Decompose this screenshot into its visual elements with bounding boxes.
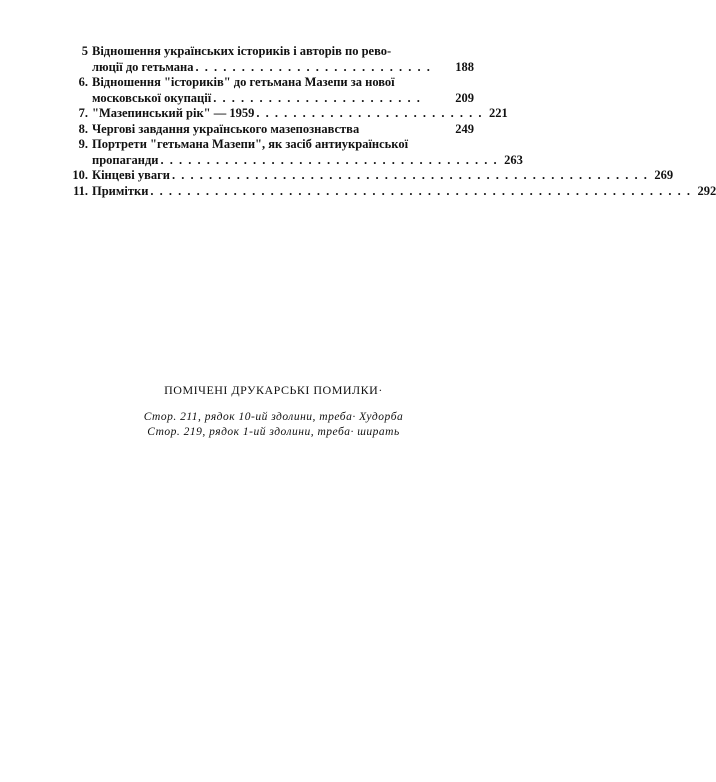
toc-entry xyxy=(62,106,508,122)
toc-entry xyxy=(62,122,474,138)
errata-section xyxy=(0,383,547,440)
toc-entry-title: Портрети "гетьмана Мазепи", як засіб антиукраїнської xyxy=(92,137,409,151)
toc-entry-title: Кінцеві уваги xyxy=(92,168,170,182)
toc-entry-number: 6. xyxy=(78,75,88,89)
toc-entry-number: 10. xyxy=(72,168,88,182)
toc-entry-number: 8. xyxy=(78,121,88,136)
toc-entry-title-cont: пропаганди xyxy=(92,152,159,167)
toc-leader-dots: . . . . . . . . . . . . . . . . . . . . . . . . . . . . . . . . . . . . . xyxy=(160,152,499,167)
toc-entry-title: Відношення українських істориків і авторів по рево- xyxy=(92,44,392,58)
toc-page-number: 209 xyxy=(455,90,474,105)
toc-entry xyxy=(62,75,474,106)
toc-page-number: 188 xyxy=(455,59,474,74)
toc-leader-dots: . . . . . . . . . . . . . . . . . . . . . . . . . . . . . . . . . . . . . . . . . . . . . . . . . . . . . . . . . . . xyxy=(150,183,692,198)
toc-page-number: 269 xyxy=(654,168,674,182)
toc-entry-title: Чергові завдання українського мазепознавства xyxy=(92,121,360,136)
toc-entry-title-cont: люції до гетьмана xyxy=(92,59,194,74)
errata-line: Стор. 211, рядок 10-ий здолини, треба· Худорба xyxy=(143,411,404,423)
toc-entry-number: 5 xyxy=(81,44,88,58)
toc-entry-title-cont: московської окупації xyxy=(92,90,212,105)
toc-page-number: 263 xyxy=(504,152,523,167)
toc-entry xyxy=(62,137,523,168)
table-of-contents xyxy=(62,44,716,199)
toc-page-number: 292 xyxy=(697,183,716,198)
errata-line: Стор. 219, рядок 1-ий здолини, треба· ширать xyxy=(147,426,400,438)
toc-leader-dots: . . . . . . . . . . . . . . . . . . . . . . . . . . xyxy=(195,59,432,74)
toc-leader-dots: . . . . . . . . . . . . . . . . . . . . . . . xyxy=(213,90,422,105)
toc-entry xyxy=(62,168,674,184)
toc-entry-number: 11. xyxy=(73,183,88,198)
errata-title: ПОМІЧЕНІ ДРУКАРСЬКІ ПОМИЛКИ· xyxy=(164,383,383,397)
toc-leader-dots xyxy=(359,122,451,138)
toc-entry-number: 9. xyxy=(78,137,88,151)
toc-page-number: 249 xyxy=(455,121,474,136)
toc-entry-title: Відношення "істориків" до гетьмана Мазепи за нової xyxy=(92,75,395,89)
toc-leader-dots: . . . . . . . . . . . . . . . . . . . . . . . . . . . . . . . . . . . . . . . . . . . . . . . . . . . . xyxy=(171,168,649,182)
toc-entry xyxy=(62,183,716,200)
toc-page-number: 221 xyxy=(489,106,508,120)
toc-entry-number: 7. xyxy=(78,106,88,120)
toc-entry-title: "Мазепинський рік" — 1959 xyxy=(92,106,255,120)
toc-leader-dots: . . . . . . . . . . . . . . . . . . . . . . . . . xyxy=(256,106,483,120)
toc-entry xyxy=(62,44,474,75)
toc-entry-title: Примітки xyxy=(92,183,149,198)
